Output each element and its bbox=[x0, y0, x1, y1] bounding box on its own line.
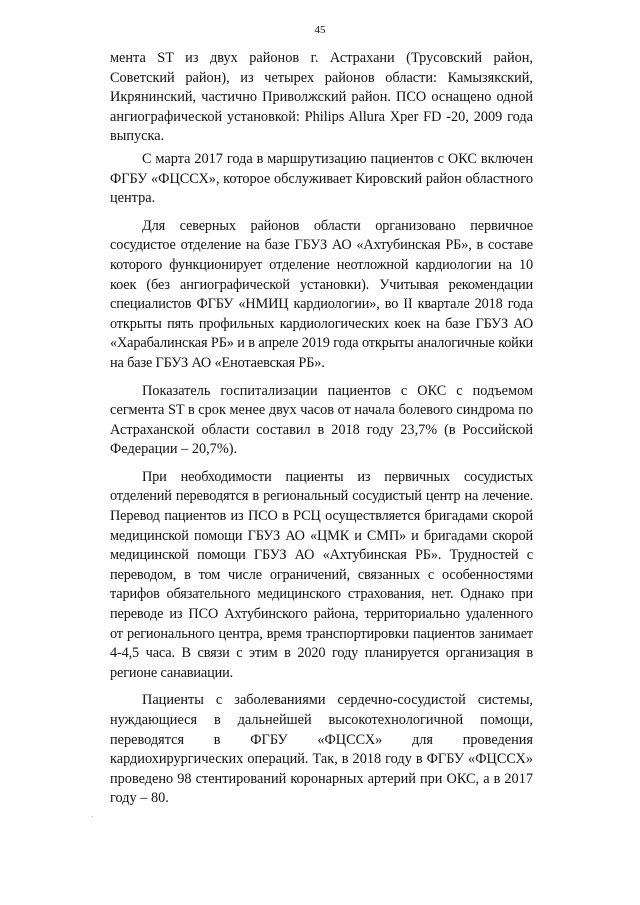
body-text bbox=[110, 49, 533, 809]
paragraph-cardiosurgery: Пациенты с заболеваниями сердечно-сосудистой системы, нуждающиеся в дальнейшей высокотехнологичной помощи, переводятся в ФГБУ «ФЦССХ» для проведения кардиохирургических операций. Так, в 2018 году в ФГБУ «ФЦССХ» проведено 98 стентирований коронарных артерий при ОКС, а в 2017 году – 80. bbox=[110, 692, 533, 807]
paragraph-hospital-coverage: мента ST из двух районов г. Астрахани (Трусовский район, Советский район), из четырех районов области: Камызякский, Икрянинский, частично Приволжский район. ПСО оснащено одной ангиографической установкой: Philips Allura Xper FD -20, 2009 года выпуска. bbox=[110, 50, 533, 145]
page-number: 45 bbox=[314, 24, 326, 36]
paragraph-patient-transfer: При необходимости пациенты из первичных сосудистых отделений переводятся в региональный сосудистый центр на лечение. Перевод пациентов из ПСО в РСЦ осуществляется бригадами скорой медицинской помощи ГБУЗ АО «ЦМК и СМП» и бригадами скорой медицинской помощи ГБУЗ АО «Ахтубинская РБ». Трудностей с переводом, в том числе ограничений, связанных с особенностями тарифов обязательного медицинского страхования, нет. Однако при переводе из ПСО Ахтубинского района, территориально удаленного от регионального центра, время транспортировки пациентов занимает 4-4,5 часа. В связи с этим в 2020 году планируется организация в регионе санавиации. bbox=[110, 468, 533, 681]
paragraph-northern-districts: Для северных районов области организовано первичное сосудистое отделение на базе ГБУЗ АО «Ахтубинская РБ», в составе которого функционирует отделение неотложной кардиологии на 10 коек (без ангиографической установки). Учитывая рекомендации специалистов ФГБУ «НМИЦ кардиологии», во II квартале 2018 года открыты пять профильных кардиологических коек на базе ГБУЗ АО «Харабалинская РБ» и в апреле 2019 года открыты аналогичные койки на базе ГБУЗ АО «Енотаевская РБ». bbox=[110, 217, 533, 371]
scan-speck bbox=[92, 816, 93, 817]
paragraph-fcssh-routing: С марта 2017 года в маршрутизацию пациентов с ОКС включен ФГБУ «ФЦССХ», которое обслуживает Кировский район областного центра. bbox=[110, 150, 533, 207]
paragraph-hospitalization-rate: Показатель госпитализации пациентов с ОКС с подъемом сегмента ST в срок менее двух часов от начала болевого синдрома по Астраханской области составил в 2018 году 23,7% (в Российской Федерации – 20,7%). bbox=[110, 382, 533, 458]
